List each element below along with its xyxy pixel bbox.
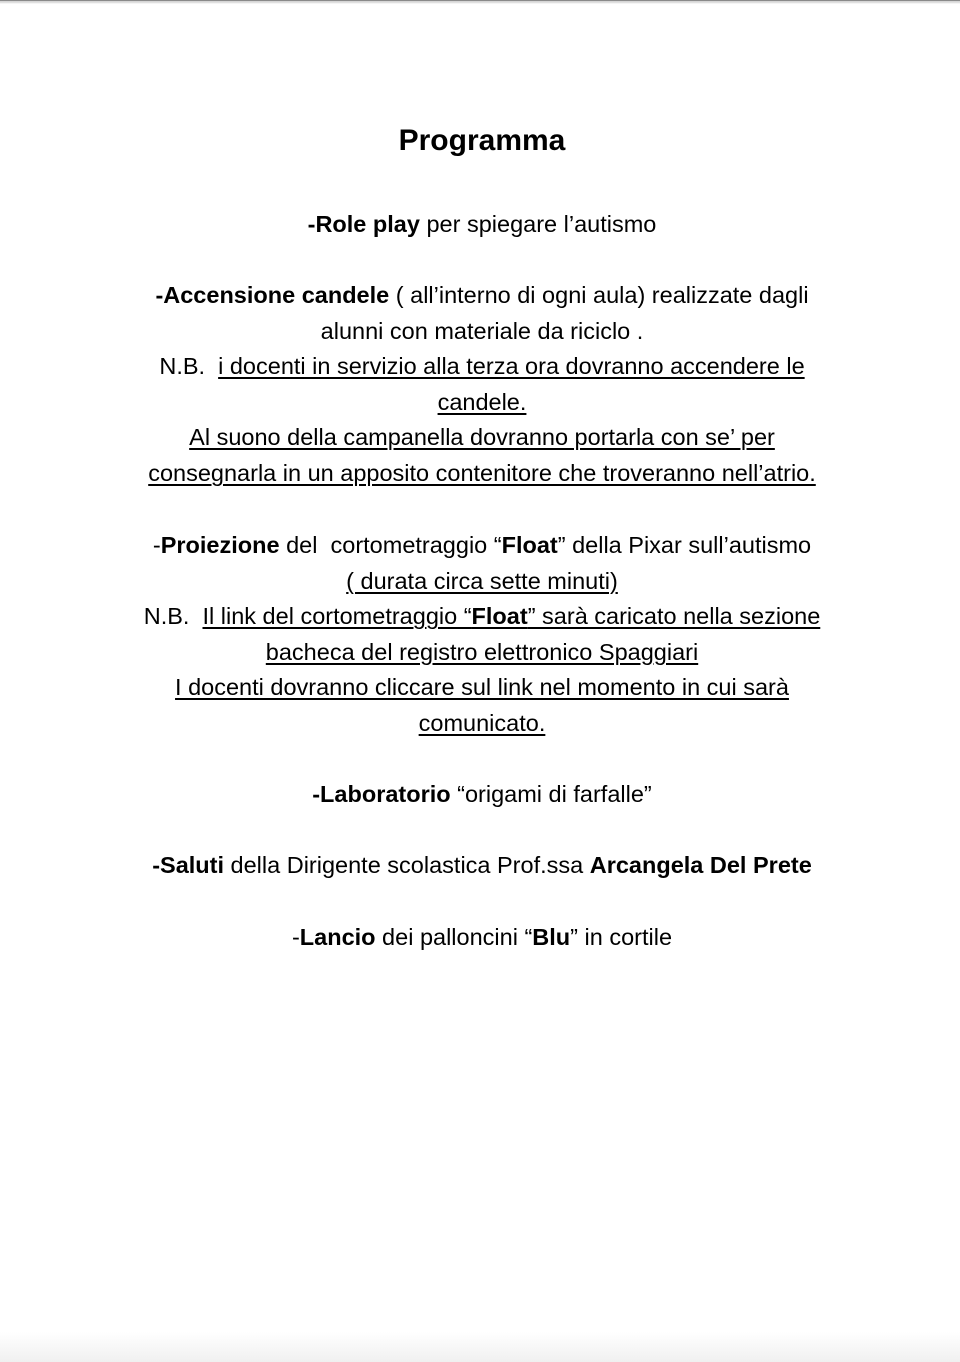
nb-text-2: ” sarà caricato nella sezione [527,603,821,630]
item-proiezione-line-2 [0,564,960,600]
item-proiezione [0,528,960,742]
item-accensione-lead: -Accensione candele [155,282,390,308]
item-lancio-blu: Blu [532,924,571,950]
item-lancio [0,920,960,956]
page-title: Programma [398,124,566,157]
item-saluti [0,848,960,884]
item-proiezione-nb-line-4-wrap [0,706,960,742]
item-proiezione-nb-line-2: bacheca del registro elettronico Spaggiari [265,638,699,665]
item-role-play-lead: -Role play [307,211,420,237]
item-role-play-text: per spiegare l’autismo [419,211,657,237]
item-proiezione-text-2: ” della Pixar sull’autismo [557,532,812,558]
item-lancio-text-1: dei palloncini “ [375,924,533,950]
nb-note-text: i docenti in servizio alla terza ora dovranno accendere le [218,353,805,380]
item-lancio-lead: Lancio [299,924,376,950]
item-proiezione-float: Float [501,532,558,558]
item-accensione-line-1 [0,278,960,314]
item-saluti-text: della Dirigente scolastica Prof.ssa [224,852,590,878]
nb-prefix: N.B. [143,603,203,630]
nb-text-1: Il link del cortometraggio “ [202,603,472,630]
nb-float: Float [471,603,528,630]
item-saluti-name: Arcangela Del Prete [589,852,812,878]
item-accensione-candele [0,278,960,492]
item-lancio-text-2: ” in cortile [570,924,673,950]
item-laboratorio-lead: -Laboratorio [312,781,451,807]
item-proiezione-line-1 [0,528,960,564]
item-accensione-nb-line-2: candele. [437,388,527,415]
item-accensione-line-2: alunni con materiale da riciclo . [320,317,644,344]
item-proiezione-text-1: del cortometraggio “ [279,532,502,558]
item-accensione-text: ( all’interno di ogni aula) realizzate dagli [389,282,809,308]
item-accensione-nb-line-1 [0,349,960,385]
item-laboratorio [0,777,960,813]
item-proiezione-nb-line-4: comunicato. [418,709,546,736]
item-proiezione-nb-line-1 [0,599,960,635]
nb-prefix: N.B. [159,353,219,380]
item-role-play-line [0,207,960,243]
nb-note-text [202,603,820,629]
item-lancio-line [0,920,960,956]
item-proiezione-dash: - [152,532,161,558]
item-accensione-nb-line-4: consegnarla in un apposito contenitore che troveranno nell’atrio. [148,459,816,486]
item-lancio-dash: - [291,924,300,950]
item-laboratorio-line [0,777,960,813]
item-saluti-line [0,848,960,884]
item-laboratorio-text: “origami di farfalle” [450,781,652,807]
item-saluti-lead: -Saluti [152,852,225,878]
item-proiezione-lead: Proiezione [160,532,280,558]
item-proiezione-nb-line-3: I docenti dovranno cliccare sul link nel momento in cui sarà [175,674,789,701]
item-accensione-nb-line-3: Al suono della campanella dovranno portarla con se’ per [189,424,775,451]
page-bottom-shadow [0,1332,960,1362]
item-role-play [0,207,960,243]
item-proiezione-duration: ( durata circa sette minuti) [346,567,618,594]
